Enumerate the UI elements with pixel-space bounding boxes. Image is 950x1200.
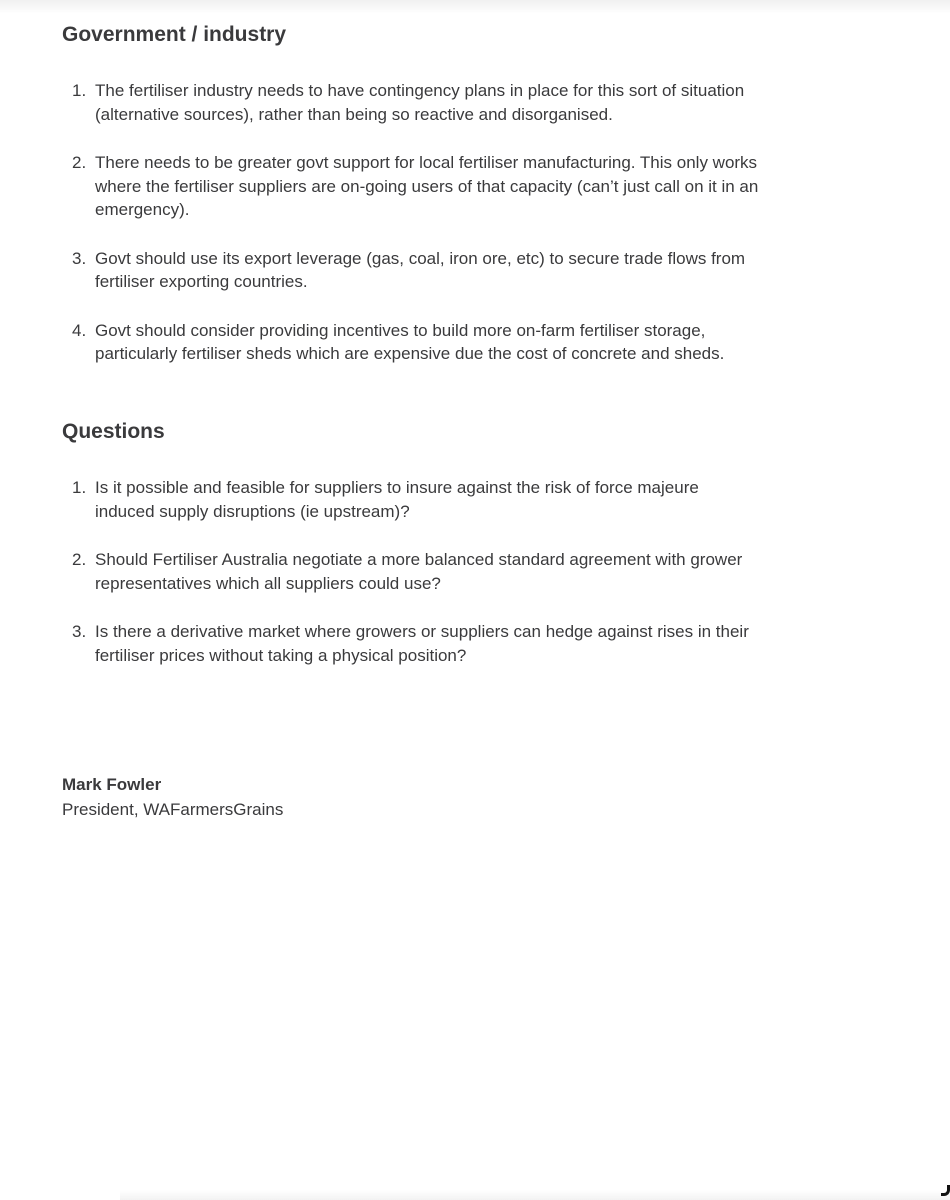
list-item-number: 1. xyxy=(72,478,87,497)
section-title-questions: Questions xyxy=(62,420,165,443)
government-industry-list xyxy=(62,79,762,391)
questions-list xyxy=(62,476,762,692)
list-item xyxy=(62,151,762,222)
list-item-text: The fertiliser industry needs to have contingency plans in place for this sort of situation (alternative sources), rather than being so reactive and disorganised. xyxy=(95,81,745,124)
list-item-text: There needs to be greater govt support for local fertiliser manufacturing. This only works where the fertiliser suppliers are on-going users of that capacity (can’t just call on it in an emergency). xyxy=(95,153,759,219)
list-item-number: 4. xyxy=(72,320,87,340)
list-item-number: 1. xyxy=(72,81,87,100)
list-item-text: Is it possible and feasible for suppliers to insure against the risk of force majeure induced supply disruptions (ie upstream)? xyxy=(95,478,699,521)
list-item xyxy=(62,620,762,667)
section-title-government-industry: Government / industry xyxy=(62,23,287,46)
list-item xyxy=(62,548,762,595)
signature-block xyxy=(62,773,283,823)
list-item-number: 2. xyxy=(72,550,87,569)
list-item-text: Govt should use its export leverage (gas, coal, iron ore, etc) to secure trade flows from fertiliser exporting countries. xyxy=(95,248,746,291)
list-item xyxy=(62,476,762,523)
signatory-title: President, WAFarmersGrains xyxy=(62,800,284,819)
page-top-edge-shadow xyxy=(0,0,950,14)
list-item-text: Should Fertiliser Australia negotiate a more balanced standard agreement with grower representatives which all suppliers could use? xyxy=(95,550,743,593)
list-item xyxy=(62,79,762,126)
page-bottom-edge-shadow xyxy=(120,1190,950,1200)
signatory-name: Mark Fowler xyxy=(62,775,162,794)
list-item-text: Govt should consider providing incentives to build more on-farm fertiliser storage, particularly fertiliser sheds which are expensive due the cost of concrete and sheds. xyxy=(95,320,725,363)
list-item xyxy=(62,319,762,366)
list-item-text: Is there a derivative market where growers or suppliers can hedge against rises in their fertiliser prices without taking a physical position? xyxy=(95,622,749,665)
list-item-number: 3. xyxy=(72,248,87,268)
list-item-number: 3. xyxy=(72,622,87,641)
list-item xyxy=(62,247,762,294)
list-item-number: 2. xyxy=(72,153,87,172)
